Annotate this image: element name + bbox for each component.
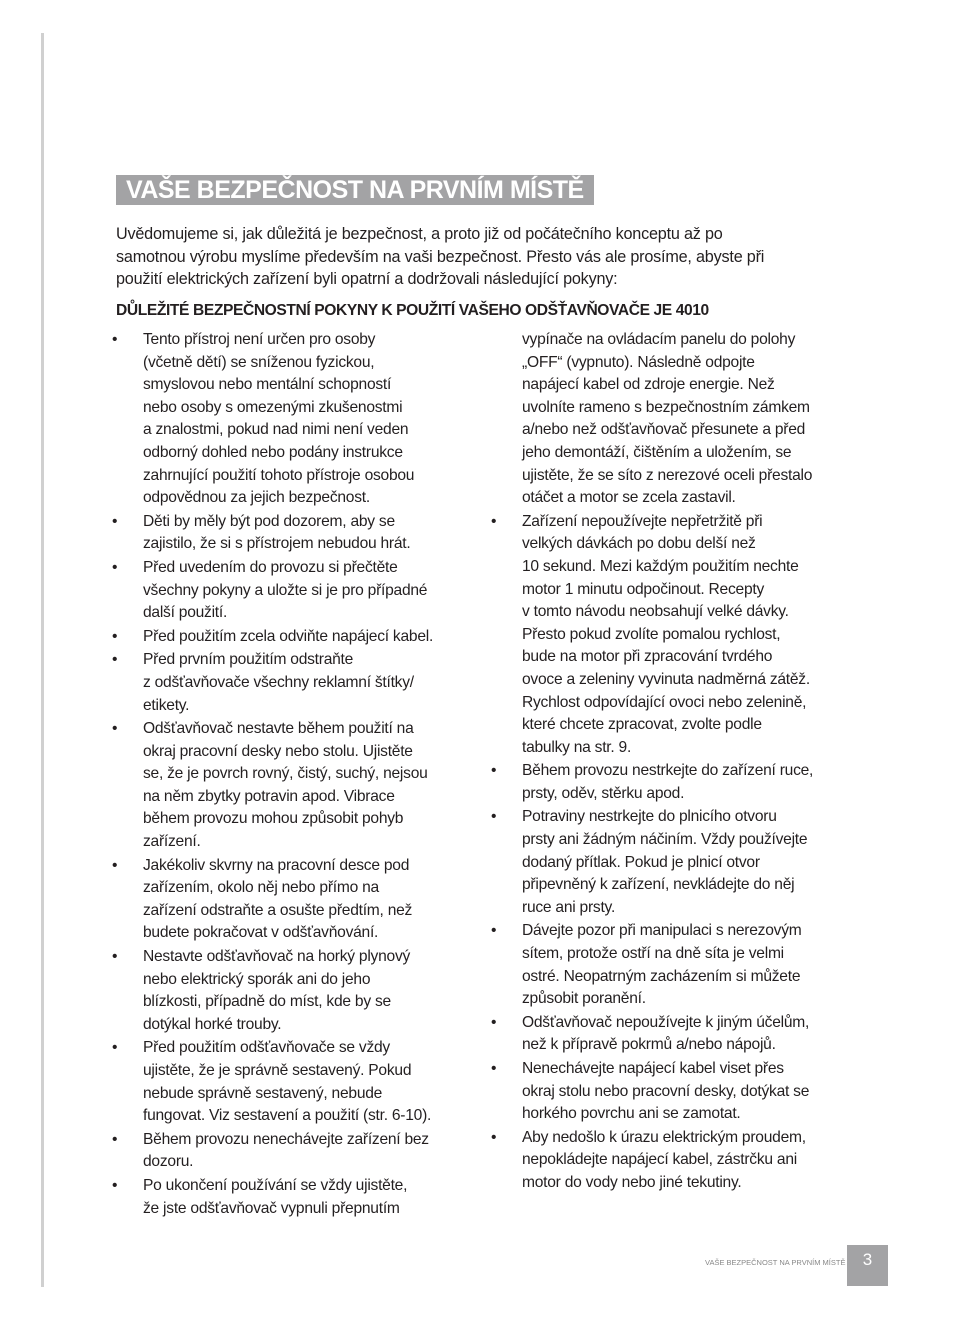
bullet-text-line: smyslovou nebo mentální schopností [143, 376, 392, 394]
bullet-text-line: během provozu mohou způsobit pohyb [143, 810, 404, 828]
bullet-item [112, 946, 433, 1036]
bullet-text-line: způsobit poranění. [522, 990, 646, 1008]
bullet-text-line: Nenechávejte napájecí kabel viset přes [522, 1060, 784, 1077]
bullet-text-line: blízkosti, případně do míst, kde by se [143, 993, 391, 1011]
bullet-text-line: Rychlost odpovídající ovoci nebo zelenině, [522, 693, 807, 711]
bullet-item [491, 760, 813, 805]
bullet-marker: • [491, 808, 497, 826]
bullet-text-line: zajistilo, že si s přístrojem nebudou hrát. [143, 535, 411, 553]
bullet-text-line: dodaný přítlak. Pokud je plnicí otvor [522, 853, 760, 871]
bullet-text-line: prsty ani žádným náčiním. Vždy používejte [522, 831, 808, 849]
bullet-text-line: dotýkal horké trouby. [143, 1015, 282, 1033]
bullet-text-line: ujistěte, že se síto z nerezové oceli přestalo [522, 466, 813, 484]
bullet-text-line: Dávejte pozor při manipulaci s nerezovým [522, 922, 802, 940]
bullet-text-line: motor 1 minutu odpočinout. Recepty [522, 580, 765, 598]
bullet-text-line: nebo osoby s omezenými zkušenostmi [143, 398, 403, 416]
bullet-text-line: Před prvním použitím odstraňte [143, 651, 354, 669]
bullet-text-line: Před uvedením do provozu si přečtěte [143, 558, 398, 576]
bullet-text-line: než k přípravě pokrmů a/nebo nápojů. [522, 1036, 776, 1054]
bullet-text-line: Před použitím odšťavňovače se vždy [143, 1039, 390, 1057]
bullet-marker: • [112, 651, 118, 669]
bullet-item [112, 1175, 433, 1220]
bullet-marker: • [112, 627, 118, 645]
bullet-text-line: prsty, oděv, stěrku apod. [522, 784, 685, 802]
bullet-item [491, 1058, 813, 1126]
bullet-text-line: etikety. [143, 696, 190, 714]
left-column [112, 329, 433, 1221]
bullet-text-line: Potraviny nestrkejte do plnicího otvoru [522, 808, 777, 826]
bullet-text-line: „OFF“ (vypnuto). Následně odpojte [522, 353, 755, 371]
bullet-text-line: které chcete zpracovat, zvolte podle [522, 716, 762, 734]
section-heading: DŮLEŽITÉ BEZPEČNOSTNÍ POKYNY K POUŽITÍ VAŠEHO ODŠŤAVŇOVAČE JE 4010 [116, 302, 709, 319]
intro-paragraph [116, 223, 764, 291]
bullet-item [112, 649, 433, 717]
bullet-text-line: Děti by měly být pod dozorem, aby se [143, 512, 395, 530]
bullet-marker: • [112, 1176, 118, 1194]
bullet-text-line: okraj pracovní desky nebo stolu. Ujistěte [143, 742, 413, 760]
bullet-text-line: další použití. [143, 604, 228, 622]
bullet-marker: • [491, 922, 497, 940]
bullet-text-line: (včetně dětí) se sníženou fyzickou, [143, 353, 375, 371]
bullet-text-line: zařízením, okolo něj nebo přímo na [143, 879, 379, 897]
bullet-text-line: odborný dohled nebo podány instrukce [143, 443, 403, 461]
bullet-text-line: motor do vody nebo jiné tekutiny. [522, 1173, 742, 1191]
bullet-item [112, 1129, 433, 1174]
bullet-text-line: zařízení odstraňte a osušte předtím, než [143, 901, 413, 919]
bullet-text-line: Během provozu nenechávejte zařízení bez [143, 1130, 429, 1148]
margin-rule [41, 33, 44, 1287]
bullet-item [112, 557, 433, 625]
bullet-text-line: sítem, protože ostří na dně síta je velmi [522, 945, 784, 963]
intro-line: Uvědomujeme si, jak důležitá je bezpečnost, a proto již od počátečního konceptu až po [116, 225, 723, 243]
bullet-marker: • [112, 558, 118, 576]
bullet-text-line: ujistěte, že je správně sestavený. Pokud [143, 1062, 412, 1079]
bullet-text-line: velkých dávkách po dobu delší než [522, 535, 756, 553]
bullet-text-line: všechny pokyny a uložte si je pro případné [143, 581, 428, 599]
bullet-text-line: Jakékoliv skvrny na pracovní desce pod [143, 856, 410, 874]
bullet-marker: • [491, 512, 497, 530]
bullet-text-line: zahrnující použití tohoto přístroje osobou [143, 466, 415, 484]
bullet-marker: • [112, 1039, 118, 1057]
bullet-text-line: Přesto pokud zvolíte pomalou rychlost, [522, 625, 781, 643]
running-footer: VAŠE BEZPEČNOST NA PRVNÍM MÍSTĚ [705, 1258, 846, 1267]
bullet-text-line: nepokládejte napájecí kabel, zástrčku ani [522, 1151, 797, 1169]
bullet-text-line: fungovat. Viz sestavení a použití (str. 6-10). [143, 1107, 432, 1125]
bullet-text-line: budete pokračovat v odšťavňování. [143, 924, 379, 942]
bullet-text-line: Odšťavňovač nestavte během použití na [143, 720, 414, 738]
bullet-text-line: na něm zbytky potravin apod. Vibrace [143, 787, 395, 805]
bullet-item [112, 718, 433, 854]
bullet-marker: • [112, 512, 118, 530]
bullet-text-line: ostré. Neopatrným zacházením si můžete [522, 967, 801, 985]
bullet-item [112, 855, 433, 945]
bullet-text-line: napájecí kabel od zdroje energie. Než [522, 376, 775, 394]
bullet-marker: • [491, 1013, 497, 1031]
bullet-text-line: jeho demontáží, čištěním a uložením, se [522, 443, 792, 461]
bullet-text-line: a znalostmi, pokud nad nimi není veden [143, 421, 409, 439]
bullet-text-line: Odšťavňovač nepoužívejte k jiným účelům, [522, 1013, 810, 1031]
bullet-text-line: nebo elektrický sporák ani do jeho [143, 970, 371, 988]
bullet-text-line: připevněný k zařízení, nevkládejte do něj [522, 876, 795, 894]
bullet-text-line: tabulky na str. 9. [522, 738, 632, 756]
bullet-marker: • [112, 1130, 118, 1148]
bullet-item [112, 511, 433, 556]
bullet-marker: • [112, 331, 118, 348]
intro-line: samotnou výrobu myslíme především na vaši bezpečnost. Přesto vás ale prosíme, abyste při [116, 247, 765, 266]
bullet-text-line: ruce ani prsty. [522, 898, 616, 916]
bullet-text-line: uvolníte rameno s bezpečnostním zámkem [522, 398, 810, 416]
page-title: VAŠE BEZPEČNOST NA PRVNÍM MÍSTĚ [116, 175, 594, 205]
bullet-text-line: Aby nedošlo k úrazu elektrickým proudem, [522, 1128, 806, 1146]
bullet-marker: • [491, 1060, 497, 1077]
bullet-text-line: bude na motor při zpracování tvrdého [522, 648, 773, 666]
bullet-text-line: horkého povrchu ani se zamotat. [522, 1105, 741, 1123]
bullet-text-line: zařízení. [143, 833, 201, 851]
bullet-text-line: Zařízení nepoužívejte nepřetržitě při [522, 512, 763, 530]
bullet-marker: • [112, 948, 118, 966]
bullet-item [112, 329, 433, 510]
bullet-text-line: a/nebo než odšťavňovač přesunete a před [522, 421, 806, 439]
bullet-item [491, 1012, 813, 1057]
bullet-marker: • [491, 762, 497, 780]
bullet-item [112, 1037, 433, 1127]
bullet-text-line: Po ukončení používání se vždy ujistěte, [143, 1176, 408, 1194]
bullet-item [491, 329, 813, 510]
bullet-text-line: odpovědnou za jejich bezpečnost. [143, 489, 370, 507]
bullet-item [491, 806, 813, 919]
bullet-text-line: vypínače na ovládacím panelu do polohy [522, 331, 796, 348]
bullet-text-line: Tento přístroj není určen pro osoby [143, 331, 376, 348]
bullet-item [491, 920, 813, 1010]
bullet-text-line: Během provozu nestrkejte do zařízení ruce, [522, 762, 814, 780]
bullet-text-line: nebude správně sestavený, nebude [143, 1084, 383, 1102]
bullet-text-line: v tomto návodu neobsahují velké dávky. [522, 603, 789, 621]
bullet-text-line: otáčet a motor se zcela zastavil. [522, 489, 736, 507]
bullet-text-line: se, že je povrch rovný, čistý, suchý, nejsou [143, 765, 428, 783]
bullet-text-line: Nestavte odšťavňovač na horký plynový [143, 948, 411, 966]
bullet-item [491, 511, 813, 760]
bullet-item [112, 626, 433, 649]
right-column [491, 329, 813, 1196]
bullet-text-line: že jste odšťavňovač vypnuli přepnutím [143, 1199, 400, 1217]
bullet-marker: • [112, 856, 118, 874]
intro-line: použití elektrických zařízení byli opatrní a dodržovali následující pokyny: [116, 270, 618, 289]
bullet-text-line: z odšťavňovače všechny reklamní štítky/ [143, 673, 414, 691]
bullet-text-line: dozoru. [143, 1153, 194, 1171]
bullet-marker: • [112, 720, 118, 738]
page-number: 3 [847, 1245, 888, 1286]
bullet-text-line: okraj stolu nebo pracovní desky, dotýkat se [522, 1082, 810, 1100]
bullet-item [491, 1127, 813, 1195]
bullet-text-line: ovoce a zeleniny vyvinuta nadměrná zátěž. [522, 670, 810, 688]
bullet-text-line: 10 sekund. Mezi každým použitím nechte [522, 557, 799, 575]
bullet-text-line: Před použitím zcela odviňte napájecí kabel. [143, 627, 434, 645]
bullet-marker: • [491, 1128, 497, 1146]
